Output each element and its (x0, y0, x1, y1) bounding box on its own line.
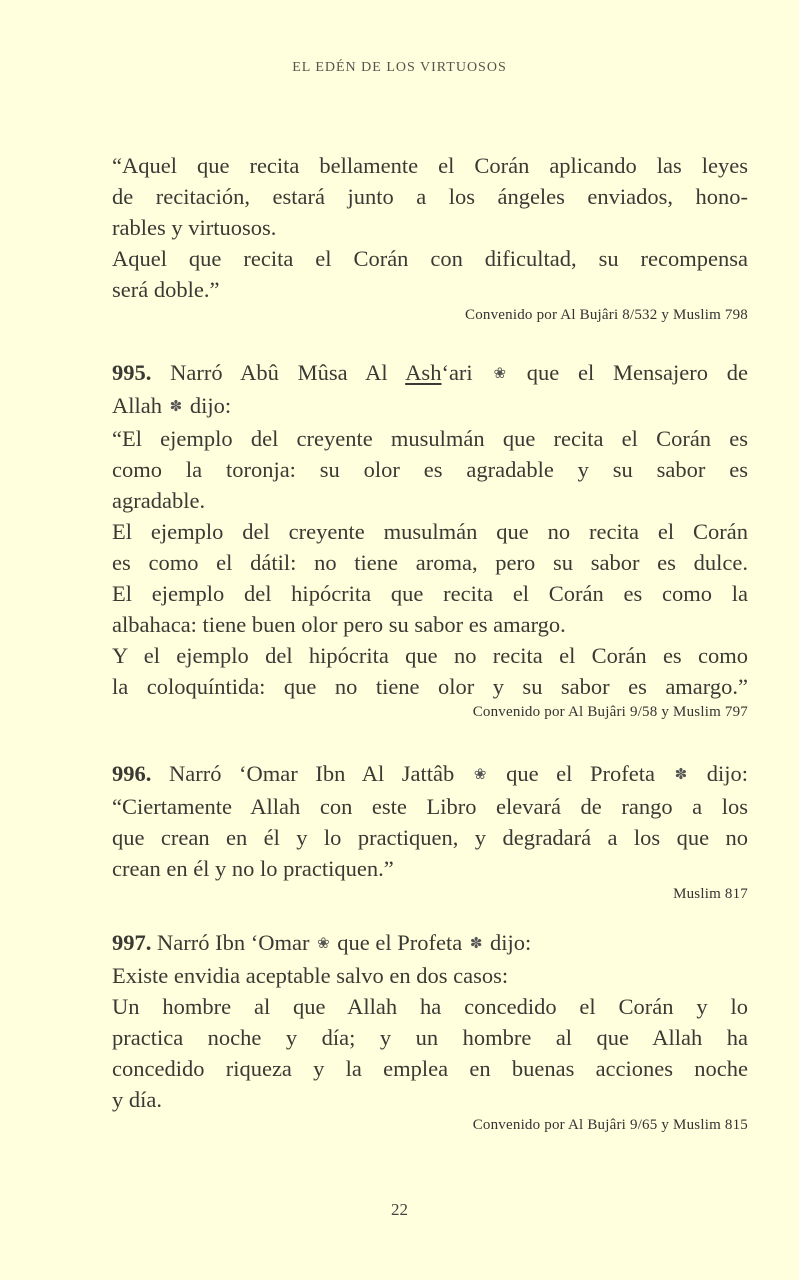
narrator-text: ‘ari (441, 360, 473, 385)
text-line: que crean en él y lo practiquen, y degradará a los que no (112, 825, 748, 850)
text-line: es como el dátil: no tiene aroma, pero su sabor es dulce. (112, 550, 748, 575)
hadith-intro (112, 758, 748, 791)
text-line: “Ciertamente Allah con este Libro elevará de rango a los (112, 794, 748, 819)
text-line: albahaca: tiene buen olor pero su sabor es amargo. (112, 612, 566, 637)
companion-honorific-icon: ❀ (473, 767, 487, 783)
narrator-text: que el Mensajero de (508, 360, 749, 385)
prophet-honorific-icon: ✽ (674, 767, 688, 783)
prophet-honorific-icon: ✽ (469, 936, 483, 952)
text-line: Y el ejemplo del hipócrita que no recita el Corán es como (112, 643, 748, 668)
text-line: agradable. (112, 488, 206, 513)
hadith-intro (112, 927, 748, 960)
text-line: crean en él y no lo practiquen.” (112, 856, 394, 881)
text-line: y día. (112, 1087, 162, 1112)
narrator-text: Ash (405, 360, 442, 385)
hadith-reference: Convenido por Al Bujâri 9/58 y Muslim 797 (472, 704, 748, 720)
text-line: de recitación, estará junto a los ángeles enviados, hono- (112, 184, 748, 209)
hadith-995 (112, 357, 748, 721)
text-line: “El ejemplo del creyente musulmán que recita el Corán es (112, 426, 748, 451)
hadith-997 (112, 927, 748, 1134)
text-line: El ejemplo del hipócrita que recita el Corán es como la (112, 581, 748, 606)
text-line: Existe envidia aceptable salvo en dos casos: (112, 963, 509, 988)
hadith-intro (112, 357, 748, 390)
narrator-text: Narró Ibn ‘Omar (151, 930, 310, 955)
text-line: “Aquel que recita bellamente el Corán aplicando las leyes (112, 153, 748, 178)
text-line: será doble.” (112, 277, 220, 302)
running-title: EL EDÉN DE LOS VIRTUOSOS (292, 60, 507, 75)
narrator-text: Narró Abû Mûsa Al (151, 360, 406, 385)
text-line: El ejemplo del creyente musulmán que no recita el Corán (112, 519, 748, 544)
hadith-reference: Muslim 817 (673, 886, 748, 902)
page-number: 22 (391, 1200, 408, 1219)
hadith-number: 997. (112, 930, 152, 955)
hadith-number: 996. (112, 761, 152, 786)
text-line: como la toronja: su olor es agradable y su sabor es (112, 457, 748, 482)
text-line: la coloquíntida: que no tiene olor y su sabor es amargo.” (112, 674, 748, 699)
text-line: concedido riqueza y la emplea en buenas acciones noche (112, 1056, 748, 1081)
companion-honorific-icon: ❀ (493, 366, 507, 382)
narrator-text: Narró ‘Omar Ibn Al Jattâb (151, 761, 455, 786)
text-line: Aquel que recita el Corán con dificultad, su recompensa (112, 246, 748, 271)
hadith-intro (112, 390, 748, 423)
narrator-text: que el Profeta (488, 761, 655, 786)
hadith-996 (112, 758, 748, 903)
narrator-text: que el Profeta (331, 930, 463, 955)
narrator-text: dijo: (484, 930, 532, 955)
text-line: Un hombre al que Allah ha concedido el Corán y lo (112, 994, 748, 1019)
companion-honorific-icon: ❀ (317, 936, 330, 952)
narrator-text: dijo: (689, 761, 749, 786)
hadith-number: 995. (112, 360, 152, 385)
prophet-honorific-icon: ✽ (169, 399, 183, 415)
continuation-passage (112, 150, 748, 324)
narrator-text: Allah (112, 393, 162, 418)
text-line: practica noche y día; y un hombre al que Allah ha (112, 1025, 748, 1050)
hadith-reference: Convenido por Al Bujâri 8/532 y Muslim 798 (465, 307, 748, 323)
narrator-text: dijo: (184, 393, 232, 418)
text-line: rables y virtuosos. (112, 215, 277, 240)
hadith-reference: Convenido por Al Bujâri 9/65 y Muslim 815 (472, 1117, 748, 1133)
